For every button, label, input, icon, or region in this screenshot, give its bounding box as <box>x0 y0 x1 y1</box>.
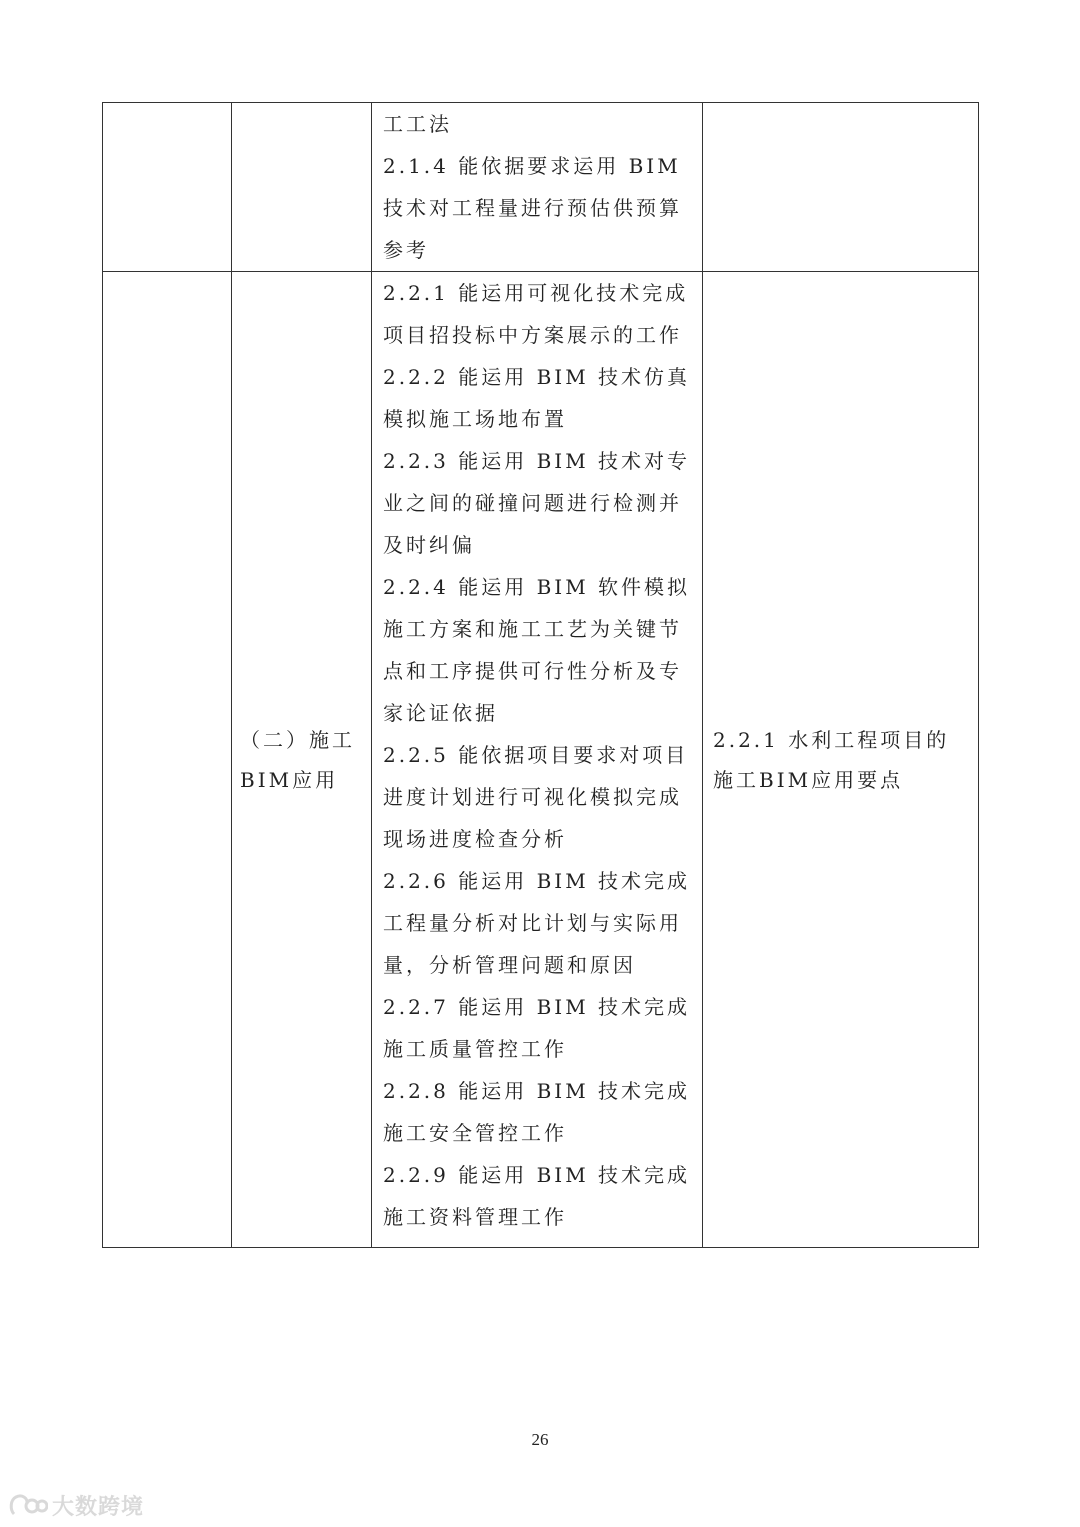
skill-item: 工工法 <box>383 112 452 136</box>
knowledge-cell <box>703 272 979 1248</box>
watermark <box>8 1490 144 1521</box>
work-unit-cell <box>232 272 372 1248</box>
skill-item: 2.2.3 能运用 BIM 技术对专业之间的碰撞问题进行检测并及时纠偏 <box>383 449 691 557</box>
training-spec-table <box>102 102 979 1248</box>
table-row <box>103 272 979 1248</box>
table-row <box>103 103 979 272</box>
skill-item: 2.2.7 能运用 BIM 技术完成施工质量管控工作 <box>383 995 691 1061</box>
skill-item: 2.2.8 能运用 BIM 技术完成施工安全管控工作 <box>383 1079 691 1145</box>
page-number: 26 <box>531 1430 549 1449</box>
skill-item: 2.2.6 能运用 BIM 技术完成工程量分析对比计划与实际用量，分析管理问题和原因 <box>383 869 691 977</box>
work-unit-cell <box>232 103 372 272</box>
knowledge-cell <box>703 103 979 272</box>
skill-requirements-cell <box>372 272 703 1248</box>
work-area-cell <box>103 272 232 1248</box>
skill-item: 2.1.4 能依据要求运用 BIM 技术对工程量进行预估供预算参考 <box>383 154 682 262</box>
work-unit-name: （二）施工BIM应用 <box>240 727 355 792</box>
knowledge-text: 2.2.1 水利工程项目的施工BIM应用要点 <box>713 727 950 792</box>
skill-list <box>372 272 702 1238</box>
skill-item: 2.2.1 能运用可视化技术完成项目招投标中方案展示的工作 <box>383 281 689 347</box>
skill-item: 2.2.5 能依据项目要求对项目进度计划进行可视化模拟完成现场进度检查分析 <box>383 743 689 851</box>
skill-list <box>372 103 702 271</box>
skill-requirements-cell <box>372 103 703 272</box>
skill-item: 2.2.4 能运用 BIM 软件模拟施工方案和施工工艺为关键节点和工序提供可行性分析及专家论证依据 <box>383 575 691 725</box>
skill-item: 2.2.9 能运用 BIM 技术完成施工资料管理工作 <box>383 1163 691 1229</box>
work-area-cell <box>103 103 232 272</box>
watermark-text: 大数跨境 <box>52 1495 145 1520</box>
skill-item: 2.2.2 能运用 BIM 技术仿真模拟施工场地布置 <box>383 365 691 431</box>
logo-icon <box>8 1492 48 1520</box>
